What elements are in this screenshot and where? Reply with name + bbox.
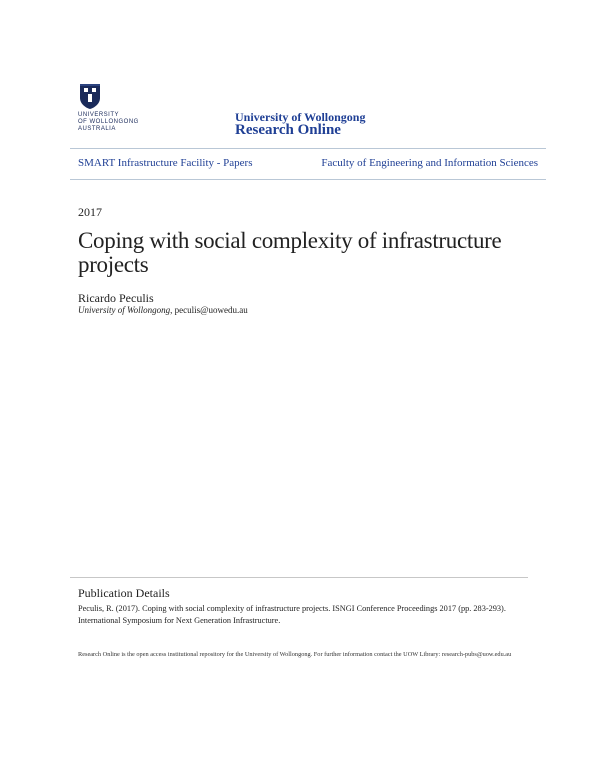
faculty-link[interactable]: Faculty of Engineering and Information Sciences [321, 157, 538, 169]
header-divider [70, 148, 546, 149]
publication-citation: Peculis, R. (2017). Coping with social complexity of infrastructure projects. ISNGI Conference Proceedings 2017 (pp. 283-293). International Symposium for Next Generation Infrastructure. [78, 604, 506, 625]
repository-name-link[interactable]: Research Online [235, 122, 341, 138]
author-name: Ricardo Peculis [78, 291, 154, 305]
logo-text-line: UNIVERSITY [78, 112, 120, 118]
affiliation-name: University of Wollongong [78, 305, 171, 315]
logo-text-line: AUSTRALIA [78, 126, 116, 132]
logo-text-line: OF WOLLONGONG [78, 119, 139, 125]
publication-divider [70, 577, 528, 578]
paper-title: Coping with social complexity of infrastructure projects [78, 228, 502, 277]
author-affiliation [78, 305, 248, 315]
university-crest-icon [78, 82, 102, 110]
publication-details-heading: Publication Details [78, 586, 170, 600]
nav-divider [70, 179, 546, 180]
publication-year: 2017 [78, 205, 102, 219]
repository-footer: Research Online is the open access institutional repository for the University of Wollongong. For further information contact the UOW Library: research-pubs@uow.edu.au [78, 651, 512, 658]
university-logo-text [78, 112, 139, 133]
collection-link[interactable]: SMART Infrastructure Facility - Papers [78, 157, 253, 169]
author-email[interactable]: , peculis@uowedu.au [170, 305, 248, 315]
repository-institution-link[interactable]: University of Wollongong [235, 110, 366, 124]
